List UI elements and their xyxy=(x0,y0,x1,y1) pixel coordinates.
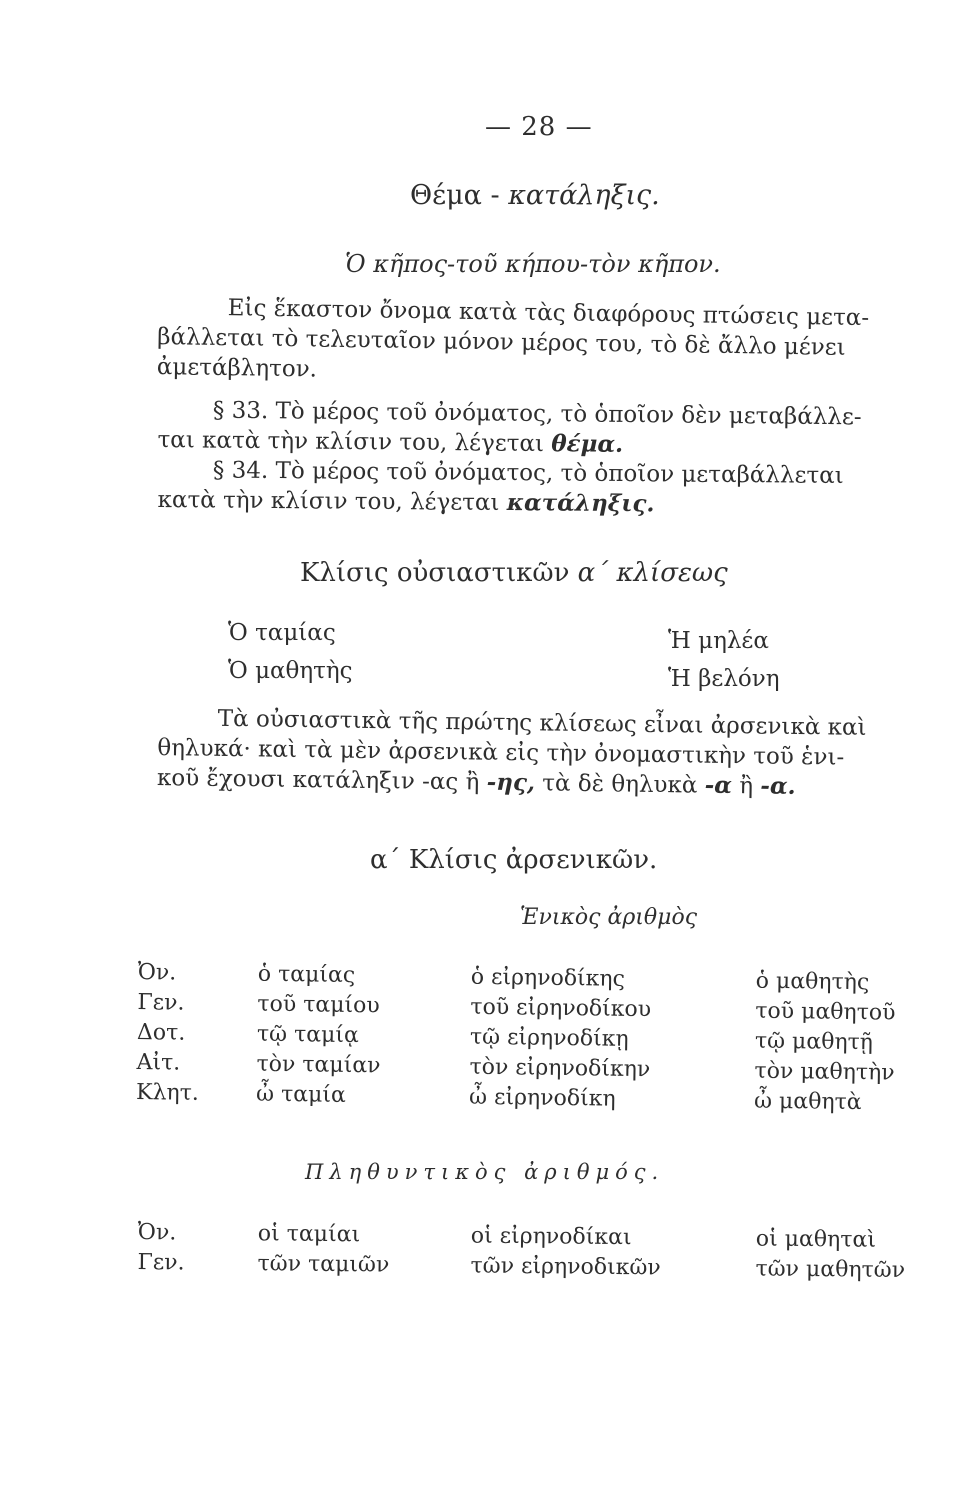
declension-form: τῷ ταμίᾳ xyxy=(256,1021,360,1049)
term-theme: θέμα. xyxy=(551,430,624,458)
declension-form: τῷ εἰρηνοδίκῃ xyxy=(469,1024,629,1052)
section-heading-masculine: α΄ Κλίσις ἀρσενικῶν. xyxy=(370,845,658,875)
text-span: κοῦ ἔχουσι κατάληξιν -ας ἢ xyxy=(156,764,487,796)
ending-es: -ης, xyxy=(486,768,536,797)
text-line: § 34. Τὸ μέρος τοῦ ὀνόματος, τὸ ὁποῖον μεταβάλλεται xyxy=(212,457,844,489)
case-label: Δοτ. xyxy=(136,1019,186,1046)
text-line: Εἰς ἕκαστον ὄνομα κατὰ τὰς διαφόρους πτώσεις μετα- xyxy=(227,295,870,332)
declension-form: ὁ μαθητὴς xyxy=(755,968,870,996)
declension-form: ὦ εἰρηνοδίκη xyxy=(468,1084,616,1112)
case-label: Γεν. xyxy=(137,989,185,1016)
declension-form: τοῦ ταμίου xyxy=(257,991,380,1019)
declension-form: τοῦ μαθητοῦ xyxy=(755,998,896,1026)
text-line: § 33. Τὸ μέρος τοῦ ὀνόματος, τὸ ὁποῖον δὲν μεταβάλλε- xyxy=(212,397,862,431)
declension-form: τὸν μαθητὴν xyxy=(754,1058,895,1086)
case-label: Ὀν. xyxy=(137,960,177,986)
heading-part: Θέμα - xyxy=(410,180,509,211)
plural-number-label: Πληθυντικὸς ἀριθμός. xyxy=(305,1160,665,1184)
declension-form: τῶν ταμιῶν xyxy=(257,1251,390,1278)
declension-form: τῶν μαθητῶν xyxy=(755,1256,906,1284)
plural-declension-table xyxy=(137,1220,956,1289)
declension-form: ὦ μαθητὰ xyxy=(753,1088,862,1116)
example-declension: Ὁ κῆπος-τοῦ κήπου-τὸν κῆπον. xyxy=(345,250,721,278)
declension-form: ὁ εἰρηνοδίκης xyxy=(470,964,626,992)
paragraph-section-34 xyxy=(157,455,937,522)
case-label: Ὀν. xyxy=(137,1220,177,1246)
declension-form: τῷ μαθητῇ xyxy=(754,1028,874,1056)
declension-form: οἱ εἰρηνοδίκαι xyxy=(470,1223,632,1251)
declension-form: τὸν ταμίαν xyxy=(256,1051,381,1079)
ending-a-long: -α. xyxy=(760,772,796,800)
text-span: ἢ xyxy=(731,773,761,800)
declension-form: ὦ ταμία xyxy=(255,1081,347,1108)
example-feminine-2: Ἡ βελόνη xyxy=(668,666,780,692)
case-label: Γεν. xyxy=(137,1249,185,1276)
declension-form: τῶν εἰρηνοδικῶν xyxy=(470,1253,661,1281)
text-line: ἀμετάβλητον. xyxy=(156,353,318,383)
text-span: τὰ δὲ θηλυκὰ xyxy=(534,770,705,799)
text-line: Τὰ οὐσιαστικὰ τῆς πρώτης κλίσεως εἶναι ἀρσενικὰ καὶ xyxy=(217,705,867,741)
term-ending: κατάληξις. xyxy=(506,489,655,518)
text-line: θηλυκά· καὶ τὰ μὲν ἀρσενικὰ εἰς τὴν ὀνομαστικὴν τοῦ ἑνι- xyxy=(157,734,845,771)
section-heading-theme-ending xyxy=(410,180,660,211)
section-heading-first-declension xyxy=(300,558,728,588)
declension-form: τοῦ εἰρηνοδίκου xyxy=(470,994,652,1023)
paragraph-gender-rule xyxy=(157,703,948,804)
text-span: ται κατὰ τὴν κλίσιν του, λέγεται xyxy=(157,426,552,458)
singular-declension-table xyxy=(136,960,956,1121)
heading-part-italic: κατάληξις. xyxy=(508,180,660,211)
heading-part: Κλίσις οὐσιαστικῶν xyxy=(300,558,578,588)
case-label: Αἰτ. xyxy=(136,1049,181,1076)
declension-form: οἱ μαθηταὶ xyxy=(755,1226,877,1253)
declension-form: τὸν εἰρηνοδίκην xyxy=(469,1054,651,1083)
singular-number-label: Ἑνικὸς ἀριθμὸς xyxy=(520,905,698,930)
ending-a: -α xyxy=(704,771,733,800)
paragraph-section-33 xyxy=(157,395,938,463)
page-number: — 28 — xyxy=(485,112,593,142)
heading-part-italic: α΄ κλίσεως xyxy=(577,558,728,588)
example-feminine-1: Ἡ μηλέα xyxy=(668,628,769,654)
text-line: βάλλεται τὸ τελευταῖον μόνον μέρος του, τὸ δὲ ἄλλο μένει xyxy=(157,323,846,361)
example-masculine-1: Ὁ ταμίας xyxy=(228,620,336,646)
declension-form: ὁ ταμίας xyxy=(257,961,356,989)
case-label: Κλητ. xyxy=(135,1079,200,1106)
paragraph-intro xyxy=(157,292,938,394)
declension-form: οἱ ταμίαι xyxy=(257,1221,361,1248)
example-masculine-2: Ὁ μαθητὴς xyxy=(228,658,353,684)
text-span: κατὰ τὴν κλίσιν του, λέγεται xyxy=(157,486,507,517)
